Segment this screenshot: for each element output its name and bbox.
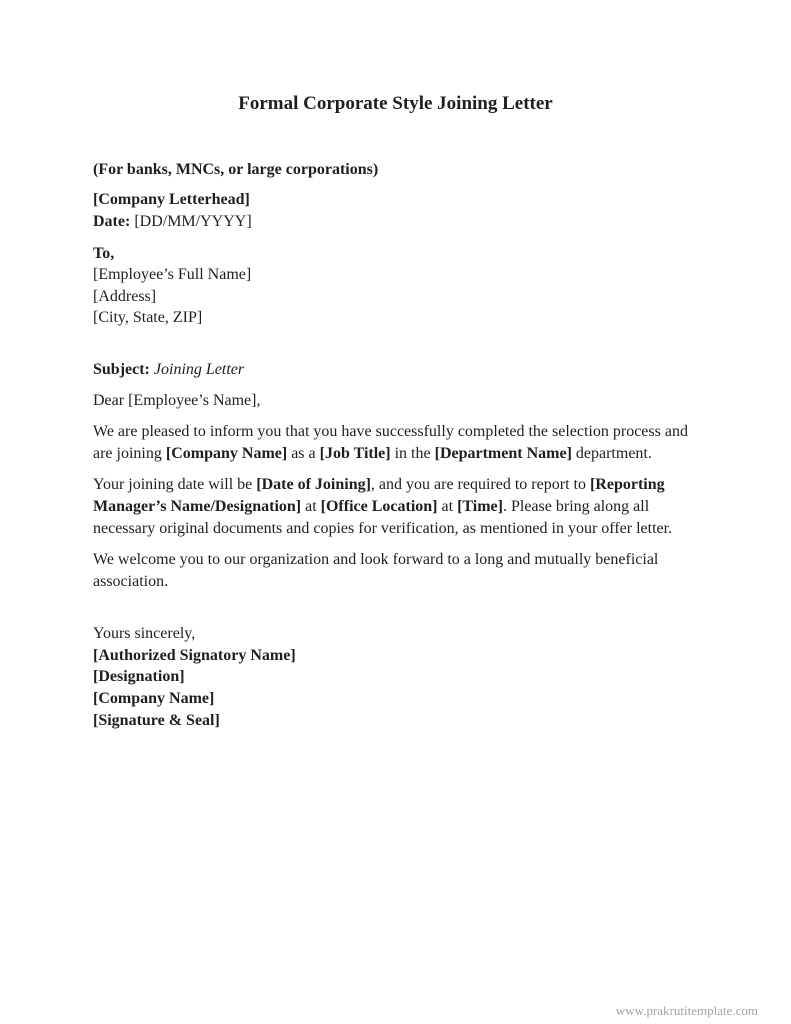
- subject-label: Subject:: [93, 360, 150, 378]
- text-run: as a: [287, 444, 320, 462]
- time-placeholder: [Time]: [457, 497, 503, 515]
- department-name-placeholder: [Department Name]: [434, 444, 572, 462]
- to-label: To,: [93, 244, 115, 262]
- subject-value: Joining Letter: [153, 360, 245, 378]
- date-of-joining-placeholder: [Date of Joining]: [256, 476, 371, 494]
- company-letterhead-placeholder: [Company Letterhead]: [93, 191, 250, 209]
- office-location-placeholder: [Office Location]: [320, 497, 438, 515]
- text-run: in the: [390, 444, 435, 462]
- signatory-name-placeholder: [Authorized Signatory Name]: [93, 646, 296, 664]
- signature-seal-placeholder: [Signature & Seal]: [93, 711, 220, 729]
- text-run: Your joining date will be: [93, 476, 257, 494]
- text-run: department.: [571, 444, 652, 462]
- recipient-city-state-zip-placeholder: [City, State, ZIP]: [93, 309, 203, 327]
- body-paragraph-1: [93, 421, 698, 464]
- body-paragraph-2: [93, 474, 698, 539]
- job-title-placeholder: [Job Title]: [319, 444, 391, 462]
- valediction: Yours sincerely,: [93, 625, 196, 643]
- reporting-manager-placeholder: [Reporting Manager’s Name/Designation]: [93, 476, 665, 515]
- company-name-placeholder: [Company Name]: [165, 444, 288, 462]
- recipient-name-placeholder: [Employee’s Full Name]: [93, 266, 252, 284]
- date-value-placeholder: [DD/MM/YYYY]: [134, 212, 252, 230]
- recipient-address-placeholder: [Address]: [93, 287, 157, 305]
- letterhead-block: [93, 189, 698, 232]
- text-run: , and you are required to report to: [370, 476, 590, 494]
- audience-note: (For banks, MNCs, or large corporations): [93, 160, 379, 178]
- salutation: Dear [Employee’s Name],: [93, 391, 261, 409]
- date-label: Date:: [93, 212, 131, 230]
- watermark-url: www.prakrutitemplate.com: [615, 1003, 758, 1019]
- recipient-block: [93, 243, 698, 329]
- designation-placeholder: [Designation]: [93, 668, 185, 686]
- text-run: . Please bring along all necessary original documents and copies for verification, as mentioned in your offer letter.: [93, 497, 673, 537]
- signatory-company-placeholder: [Company Name]: [93, 690, 215, 708]
- page-title: Formal Corporate Style Joining Letter: [238, 93, 553, 114]
- signature-block: [93, 623, 698, 731]
- text-run: at: [437, 497, 458, 515]
- subject-line: [93, 359, 698, 381]
- text-run: at: [301, 497, 321, 515]
- text-run: We are pleased to inform you that you have successfully completed the selection process and are joining: [93, 423, 688, 462]
- body-paragraph-3: We welcome you to our organization and look forward to a long and mutually beneficial association.: [93, 551, 659, 590]
